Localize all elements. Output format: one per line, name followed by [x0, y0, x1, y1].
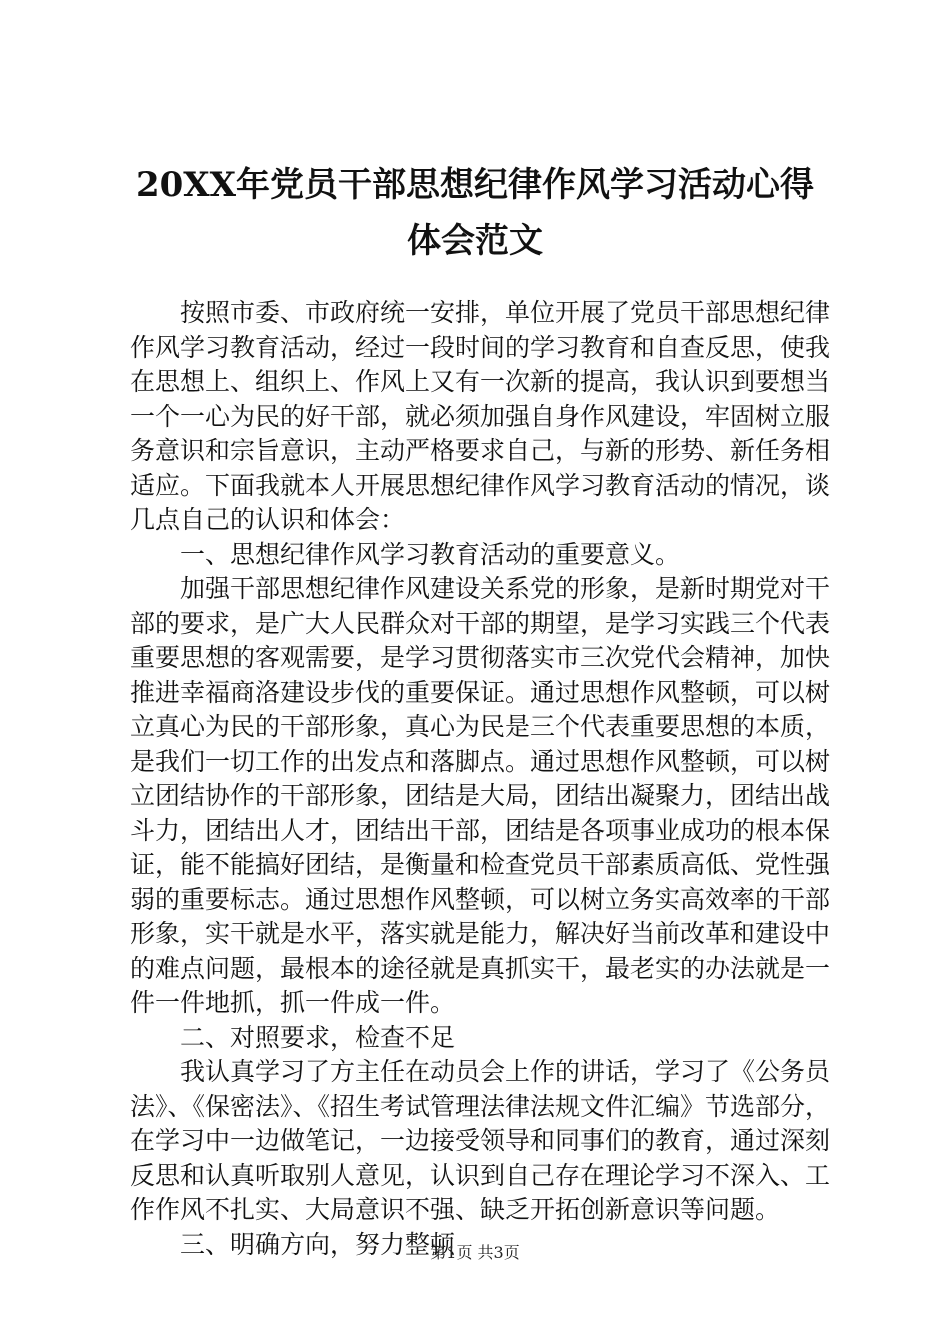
paragraph-intro: 按照市委、市政府统一安排，单位开展了党员干部思想纪律作风学习教育活动，经过一段时间的学习教育和自查反思，使我在思想上、组织上、作风上又有一次新的提高，我认识到要想当一个一心为民的好干部，就必须加强自身作风建设，牢固树立服务意识和宗旨意识，主动严格要求自己，与新的形势、新任务相适应。下面我就本人开展思想纪律作风学习教育活动的情况，谈几点自己的认识和体会： [130, 298, 831, 534]
section-heading-2: 二、对照要求，检查不足 [180, 1022, 456, 1052]
document-body [130, 296, 830, 1262]
section-heading-1: 一、思想纪律作风学习教育活动的重要意义。 [180, 539, 681, 569]
page-indicator: 第1页 共3页 [430, 1243, 520, 1262]
paragraph-self-review: 我认真学习了方主任在动员会上作的讲话，学习了《公务员法》、《保密法》、《招生考试管理法律法规文件汇编》节选部分，在学习中一边做笔记，一边接受领导和同事们的教育，通过深刻反思和认真听取别人意见，认识到自己存在理论学习不深入、工作作风不扎实、大局意识不强、缺乏开拓创新意识等问题。 [130, 1057, 831, 1224]
document-title-line2: 体会范文 [407, 221, 543, 261]
section-heading-3: 三、明确方向，努力整顿 [180, 1229, 456, 1259]
document-title-line1: 20XX年党员干部思想纪律作风学习活动心得 [135, 165, 815, 205]
paragraph-significance: 加强干部思想纪律作风建设关系党的形象，是新时期党对干部的要求，是广大人民群众对干部的期望，是学习实践三个代表重要思想的客观需要，是学习贯彻落实市三次党代会精神，加快推进幸福商洛建设步伐的重要保证。通过思想作风整顿，可以树立真心为民的干部形象，真心为民是三个代表重要思想的本质，是我们一切工作的出发点和落脚点。通过思想作风整顿，可以树立团结协作的干部形象，团结是大局，团结出凝聚力，团结出战斗力，团结出人才，团结出干部，团结是各项事业成功的根本保证，能不能搞好团结，是衡量和检查党员干部素质高低、党性强弱的重要标志。通过思想作风整顿，可以树立务实高效率的干部形象，实干就是水平，落实就是能力，解决好当前改革和建设中的难点问题，最根本的途径就是真抓实干，最老实的办法就是一件一件地抓，抓一件成一件。 [130, 574, 831, 1017]
